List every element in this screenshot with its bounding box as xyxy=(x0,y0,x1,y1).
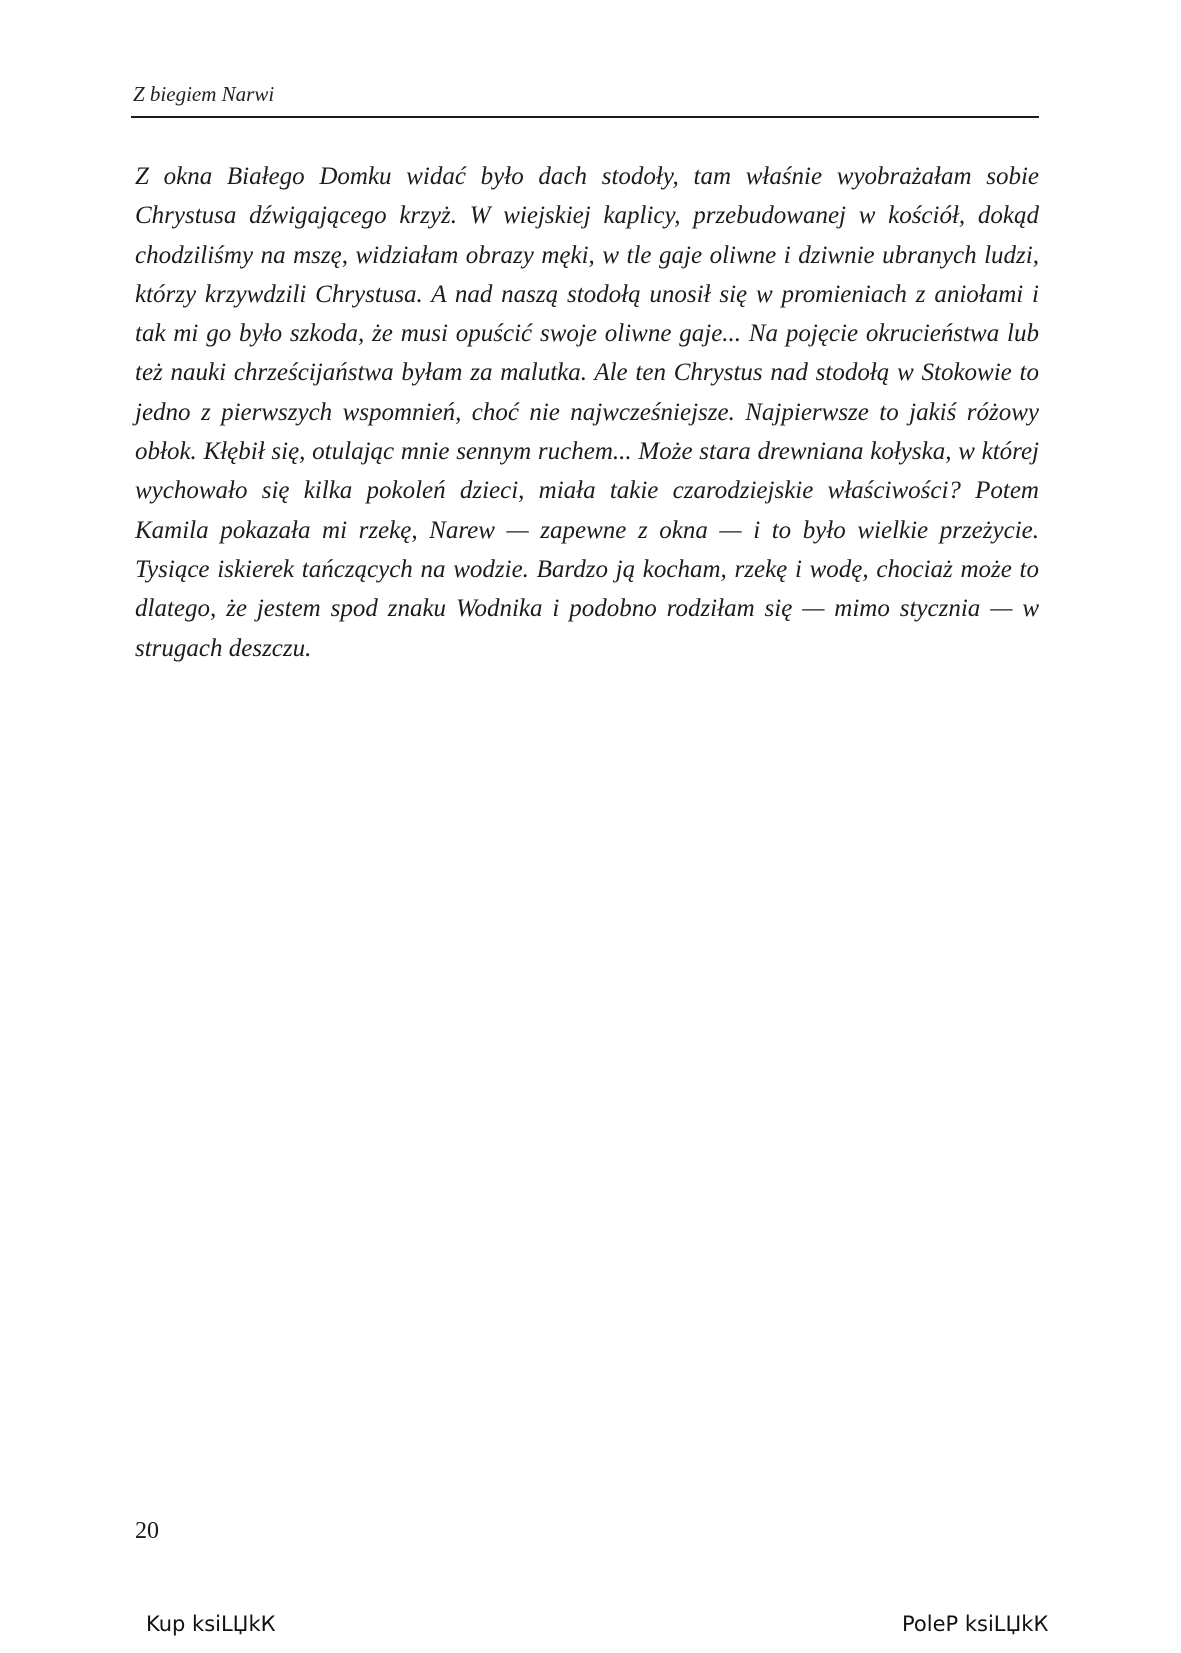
page-number: 20 xyxy=(135,1518,159,1544)
recommend-book-link[interactable]: PoleP ksiLЏkК xyxy=(902,1612,1049,1636)
running-header-title: Z biegiem Narwi xyxy=(133,82,275,106)
header-divider xyxy=(131,116,1039,118)
buy-book-link[interactable]: Kup ksiLЏkК xyxy=(146,1612,276,1636)
body-paragraph: Z okna Białego Domku widać było dach stodoły, tam właśnie wyobrażałam sobie Chrystusa dźwigającego krzyż. W wiejskiej kaplicy, przebudowanej w kościół, dokąd chodziliśmy na mszę, widziałam obrazy męki, w tle gaje oliwne i dziwnie ubranych ludzi, którzy krzywdzili Chrystusa. A nad naszą stodołą unosił się w promieniach z aniołami i tak mi go było szkoda, że musi opuścić swoje oliwne gaje... Na pojęcie okrucieństwa lub też nauki chrześcijaństwa byłam za malutka. Ale ten Chrystus nad stodołą w Stokowie to jedno z pierwszych wspomnień, choć nie najwcześniejsze. Najpierwsze to jakiś różowy obłok. Kłębił się, otulając mnie sennym ruchem... Może stara drewniana kołyska, w której wychowało się kilka pokoleń dzieci, miała takie czarodziejskie właściwości? Potem Kamila pokazała mi rzekę, Narew — zapewne z okna — i to było wielkie przeżycie. Tysiące iskierek tańczących na wodzie. Bardzo ją kocham, rzekę i wodę, chociaż może to dlatego, że jestem spod znaku Wodnika i podobno rodziłam się — mimo stycznia — w strugach deszczu. xyxy=(135,163,1039,662)
